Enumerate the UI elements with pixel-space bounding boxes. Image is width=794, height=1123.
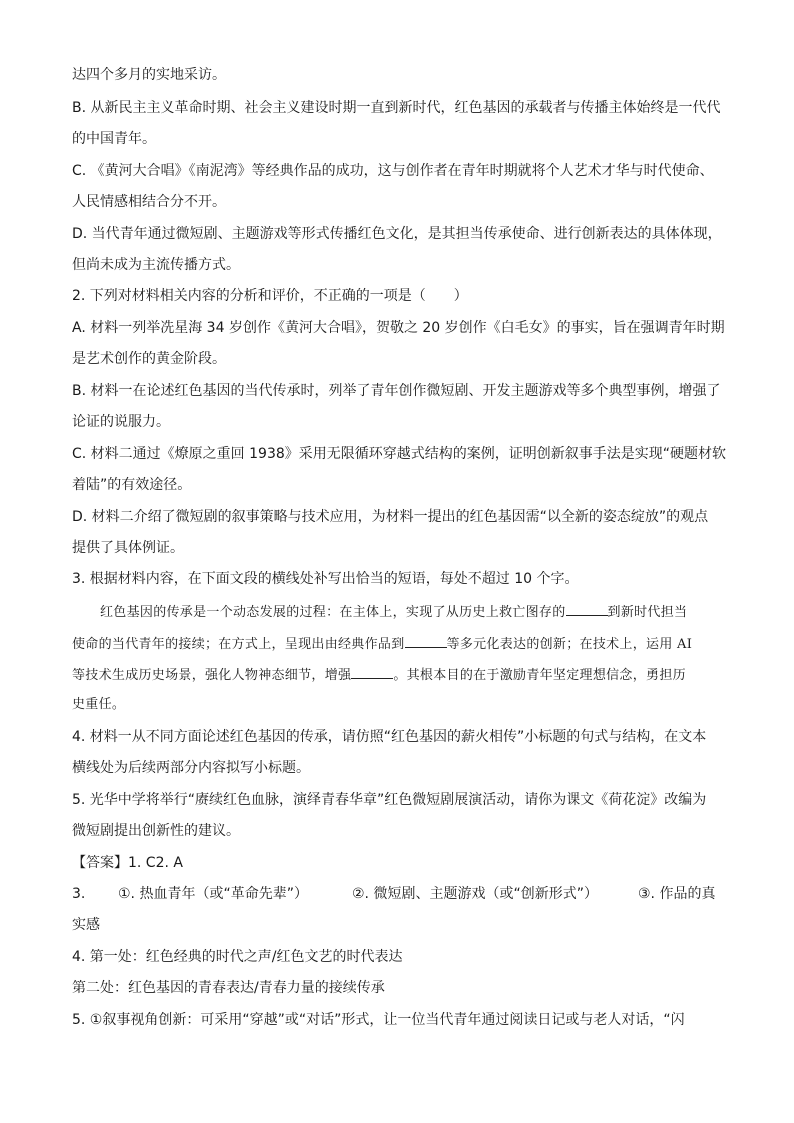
text-line: 微短剧提出创新性的建议。: [72, 823, 240, 839]
option-d-line: D. 当代青年通过微短剧、主题游戏等形式传播红色文化，是其担当传承使命、进行创新表达的具体体现，: [72, 226, 722, 242]
passage-line: [72, 665, 686, 685]
option-c-line: C. 材料二通过《燎原之重回 1938》采用无限循环穿越式结构的案例，证明创新叙事手法是实现“硬题材软: [72, 446, 727, 462]
option-a-line: A. 材料一列举冼星海 34 岁创作《黄河大合唱》，贺敬之 20 岁创作《白毛女》的事实，旨在强调青年时期: [72, 320, 725, 336]
text-line: 横线处为后续两部分内容拟写小标题。: [72, 760, 310, 776]
text-line: 的中国青年。: [72, 131, 156, 147]
answer-4-line-1: 4. 第一处：红色经典的时代之声/红色文艺的时代表达: [72, 949, 403, 965]
text-line: 论证的说服力。: [72, 414, 170, 430]
question-3: 3. 根据材料内容，在下面文段的横线处补写出恰当的短语，每处不超过 10 个字。: [72, 571, 579, 587]
text-line: 人民情感相结合分不开。: [72, 194, 226, 210]
option-b-line: B. 材料一在论述红色基因的当代传承时，列举了青年创作微短剧、开发主题游戏等多个典型事例，增强了: [72, 383, 721, 399]
fill-blank-3[interactable]: [351, 665, 393, 679]
passage-line: [72, 634, 692, 654]
text-line: 实感: [72, 917, 100, 933]
passage-text: 等多元化表达的创新；在技术上，运用 AI: [446, 637, 693, 652]
option-c-line: C. 《黄河大合唱》《南泥湾》等经典作品的成功，这与创作者在青年时期就将个人艺术才华与时代使命、: [72, 163, 714, 179]
question-2: 2. 下列对材料相关内容的分析和评价，不正确的一项是（ ）: [72, 288, 468, 304]
question-4: 4. 材料一从不同方面论述红色基因的传承，请仿照“红色基因的薪火相传”小标题的句式与结构，在文本: [72, 729, 707, 745]
answer-heading: 【答案】1. C2. A: [72, 855, 183, 871]
question-5: 5. 光华中学将举行“赓续红色血脉，演绎青春华章”红色微短剧展演活动，请你为课文《荷花淀》改编为: [72, 792, 707, 808]
text-line: 着陆”的有效途径。: [72, 477, 192, 493]
answer-4-line-2: 第二处：红色基因的青春表达/青春力量的接续传承: [72, 980, 385, 996]
fill-blank-2[interactable]: [405, 634, 447, 648]
answer-3-num: 3.: [72, 886, 86, 902]
answer-3-part-3: ③. 作品的真: [638, 886, 716, 902]
text-line: 是艺术创作的黄金阶段。: [72, 351, 226, 367]
passage-text: 。其根本目的在于激励青年坚定理想信念，勇担历: [393, 668, 686, 683]
option-b-line: B. 从新民主主义革命时期、社会主义建设时期一直到新时代，红色基因的承载者与传播主体始终是一代代: [72, 100, 721, 116]
text-line: 但尚未成为主流传播方式。: [72, 257, 240, 273]
passage-line: [100, 602, 687, 622]
text-line: 提供了具体例证。: [72, 540, 184, 556]
fill-blank-1[interactable]: [566, 602, 608, 616]
answer-3-part-1: ①. 热血青年（或“革命先辈”）: [118, 886, 308, 902]
text-line: 达四个多月的实地采访。: [72, 67, 226, 83]
passage-text: 红色基因的传承是一个动态发展的过程：在主体上，实现了从历史上救亡图存的: [100, 605, 566, 620]
passage-text: 到新时代担当: [607, 605, 688, 620]
answer-3-part-2: ②. 微短剧、主题游戏（或“创新形式”）: [352, 886, 598, 902]
answer-5-line: 5. ①叙事视角创新：可采用“穿越”或“对话”形式，让一位当代青年通过阅读日记或与老人对话，“闪: [72, 1012, 685, 1028]
passage-text: 使命的当代青年的接续；在方式上，呈现出由经典作品到: [72, 637, 405, 652]
passage-line: 史重任。: [72, 697, 126, 712]
passage-text: 等技术生成历史场景，强化人物神态细节，增强: [72, 668, 352, 683]
option-d-line: D. 材料二介绍了微短剧的叙事策略与技术应用，为材料一提出的红色基因需“以全新的姿态绽放”的观点: [72, 509, 709, 525]
